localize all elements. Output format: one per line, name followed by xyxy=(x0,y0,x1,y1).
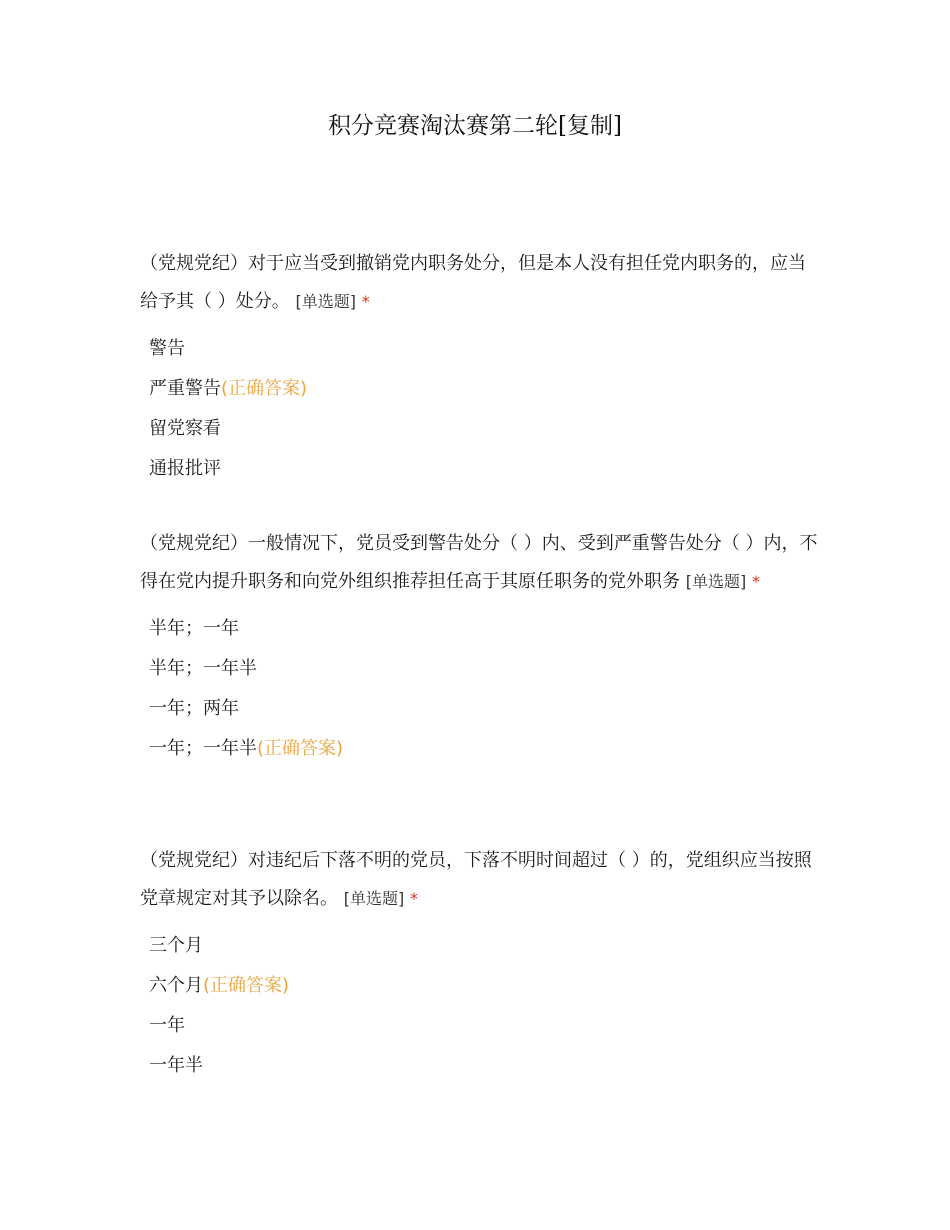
option-label: 留党察看 xyxy=(149,418,221,439)
option-2-a xyxy=(149,609,820,649)
required-marker: * xyxy=(409,889,418,908)
correct-answer-marker: (正确答案) xyxy=(257,738,344,759)
question-1-options xyxy=(140,329,820,489)
question-3-stem: （党规党纪）对违纪后下落不明的党员，下落不明时间超过（ ）的，党组织应当按照党章规定对其予以除名。 xyxy=(140,850,812,909)
question-3-options xyxy=(140,926,820,1086)
question-2-stem: （党规党纪）一般情况下，党员受到警告处分（ ）内、受到严重警告处分（ ）内，不得在党内提升职务和向党外组织推荐担任高于其原任职务的党外职务 xyxy=(140,533,818,592)
option-3-a xyxy=(149,926,820,966)
option-2-b xyxy=(149,649,820,689)
question-3-type: [单选题] xyxy=(343,889,405,908)
question-1-text xyxy=(140,245,820,321)
question-2-text xyxy=(140,525,820,601)
option-3-b xyxy=(149,966,820,1006)
option-2-d xyxy=(149,729,820,769)
option-label: 一年；一年半 xyxy=(149,738,257,759)
option-label: 半年；一年 xyxy=(149,618,239,639)
option-2-c xyxy=(149,689,820,729)
option-label: 一年；两年 xyxy=(149,698,239,719)
option-1-c xyxy=(149,409,820,449)
option-1-b xyxy=(149,369,820,409)
document-title: 积分竞赛淘汰赛第二轮[复制] xyxy=(328,113,622,139)
question-3 xyxy=(140,842,820,1086)
option-label: 严重警告 xyxy=(149,378,221,399)
question-1-type: [单选题] xyxy=(295,292,356,311)
option-3-c xyxy=(149,1006,820,1046)
correct-answer-marker: (正确答案) xyxy=(221,378,308,399)
option-label: 通报批评 xyxy=(149,458,221,479)
option-label: 六个月 xyxy=(149,975,203,996)
question-1 xyxy=(140,245,820,489)
question-2 xyxy=(140,525,820,769)
option-1-a xyxy=(149,329,820,369)
question-1-stem: （党规党纪）对于应当受到撤销党内职务处分，但是本人没有担任党内职务的，应当给予其（ ）处分。 xyxy=(140,253,806,312)
option-1-d xyxy=(149,449,820,489)
option-label: 警告 xyxy=(149,338,185,359)
question-2-options xyxy=(140,609,820,769)
required-marker: * xyxy=(361,292,370,311)
correct-answer-marker: (正确答案) xyxy=(203,975,290,996)
required-marker: * xyxy=(751,572,760,591)
question-3-text xyxy=(140,842,820,918)
option-label: 三个月 xyxy=(149,935,203,956)
option-3-d xyxy=(149,1046,820,1086)
option-label: 一年半 xyxy=(149,1055,203,1076)
option-label: 一年 xyxy=(149,1015,185,1036)
question-2-type: [单选题] xyxy=(685,572,747,591)
option-label: 半年；一年半 xyxy=(149,658,257,679)
